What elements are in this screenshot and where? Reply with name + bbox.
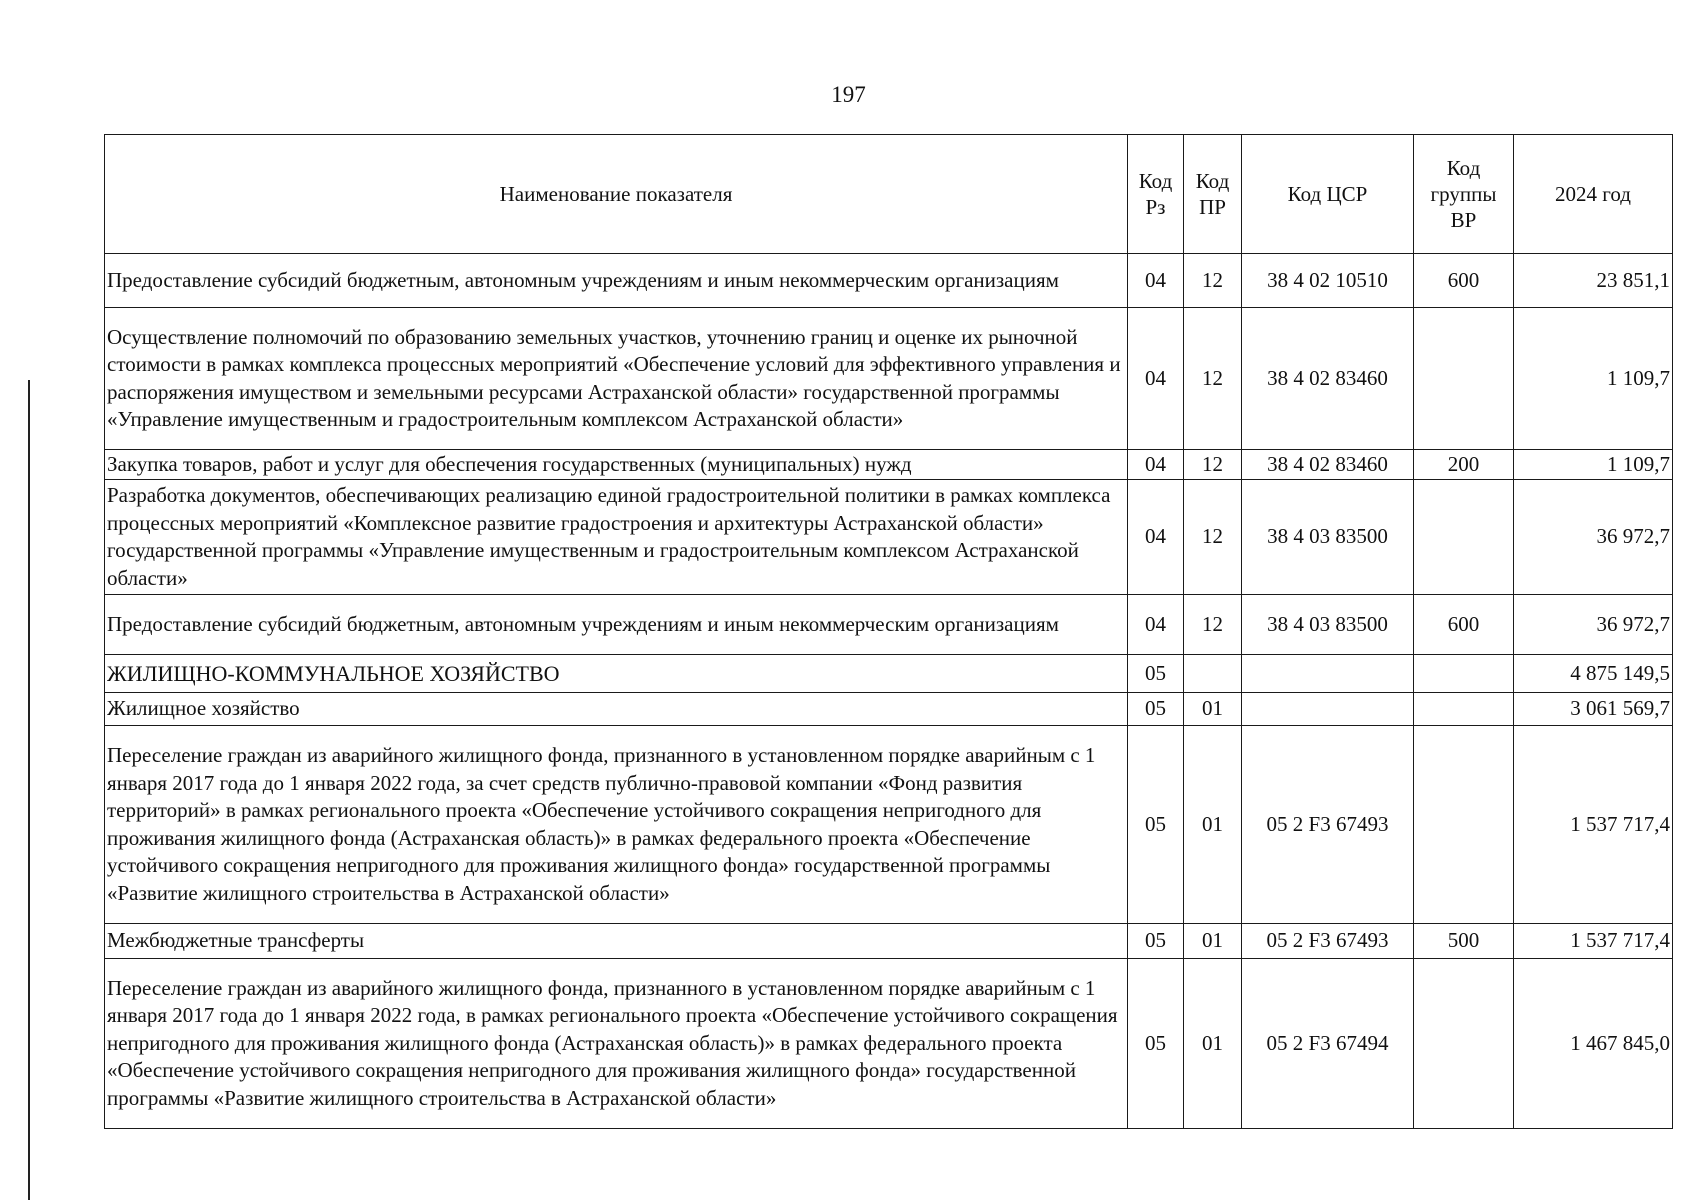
header-rz-line: Код bbox=[1138, 169, 1173, 193]
row-name: Разработка документов, обеспечивающих реализацию единой градостроительной политики в рамках комплекса процессных мероприятий «Комплексное развитие градостроения и архитектуры Астраханской области» государственной программы «Управление имущественным и градостроительным комплексом Астраханской области» bbox=[105, 480, 1128, 595]
header-vr-line: Код bbox=[1446, 156, 1481, 180]
header-pr bbox=[1184, 135, 1242, 254]
header-vr bbox=[1414, 135, 1514, 254]
row-name: Предоставление субсидий бюджетным, автономным учреждениям и иным некоммерческим организациям bbox=[105, 595, 1128, 655]
header-name: Наименование показателя bbox=[105, 135, 1128, 254]
row-csr: 05 2 F3 67493 bbox=[1242, 924, 1414, 959]
row-name: Предоставление субсидий бюджетным, автономным учреждениям и иным некоммерческим организациям bbox=[105, 254, 1128, 308]
row-pr bbox=[1184, 655, 1242, 693]
row-name: Жилищное хозяйство bbox=[105, 693, 1128, 726]
row-name: Межбюджетные трансферты bbox=[105, 924, 1128, 959]
row-vr: 200 bbox=[1414, 450, 1514, 480]
header-rz bbox=[1128, 135, 1184, 254]
row-pr: 01 bbox=[1184, 959, 1242, 1129]
row-amount: 36 972,7 bbox=[1514, 595, 1673, 655]
row-rz: 04 bbox=[1128, 595, 1184, 655]
row-amount: 3 061 569,7 bbox=[1514, 693, 1673, 726]
row-rz: 05 bbox=[1128, 693, 1184, 726]
row-amount: 4 875 149,5 bbox=[1514, 655, 1673, 693]
row-csr bbox=[1242, 655, 1414, 693]
table-row bbox=[105, 308, 1673, 450]
header-vr-line: группы bbox=[1430, 182, 1497, 206]
row-vr: 600 bbox=[1414, 595, 1514, 655]
header-vr-line: ВР bbox=[1450, 208, 1477, 232]
budget-table bbox=[104, 134, 1673, 1129]
table-row bbox=[105, 595, 1673, 655]
header-rz-line: Рз bbox=[1145, 195, 1166, 219]
row-amount: 1 109,7 bbox=[1514, 450, 1673, 480]
row-csr: 38 4 02 83460 bbox=[1242, 450, 1414, 480]
table-row bbox=[105, 655, 1673, 693]
row-amount: 1 109,7 bbox=[1514, 308, 1673, 450]
row-csr: 05 2 F3 67493 bbox=[1242, 726, 1414, 924]
row-vr bbox=[1414, 726, 1514, 924]
row-pr: 12 bbox=[1184, 254, 1242, 308]
row-amount: 36 972,7 bbox=[1514, 480, 1673, 595]
row-pr: 12 bbox=[1184, 480, 1242, 595]
header-csr: Код ЦСР bbox=[1242, 135, 1414, 254]
table-row bbox=[105, 924, 1673, 959]
header-year: 2024 год bbox=[1514, 135, 1673, 254]
row-vr bbox=[1414, 693, 1514, 726]
row-csr: 38 4 03 83500 bbox=[1242, 480, 1414, 595]
table-header-row bbox=[105, 135, 1673, 254]
row-vr bbox=[1414, 308, 1514, 450]
row-amount: 1 537 717,4 bbox=[1514, 924, 1673, 959]
row-rz: 04 bbox=[1128, 254, 1184, 308]
row-csr: 38 4 02 83460 bbox=[1242, 308, 1414, 450]
header-pr-line: ПР bbox=[1199, 195, 1226, 219]
row-name: Переселение граждан из аварийного жилищного фонда, признанного в установленном порядке аварийным с 1 января 2017 года до 1 января 2022 года, за счет средств публично-правовой компании «Фонд развития территорий» в рамках регионального проекта «Обеспечение устойчивого сокращения непригодного для проживания жилищного фонда (Астраханская область)» в рамках федерального проекта «Обеспечение устойчивого сокращения непригодного для проживания жилищного фонда» государственной программы «Развитие жилищного строительства в Астраханской области» bbox=[105, 726, 1128, 924]
row-rz: 04 bbox=[1128, 308, 1184, 450]
row-pr: 01 bbox=[1184, 726, 1242, 924]
row-pr: 12 bbox=[1184, 595, 1242, 655]
row-amount: 1 537 717,4 bbox=[1514, 726, 1673, 924]
row-vr: 500 bbox=[1414, 924, 1514, 959]
row-pr: 01 bbox=[1184, 924, 1242, 959]
table-row bbox=[105, 480, 1673, 595]
row-vr: 600 bbox=[1414, 254, 1514, 308]
page-number: 197 bbox=[831, 82, 866, 107]
row-vr bbox=[1414, 959, 1514, 1129]
row-csr: 38 4 03 83500 bbox=[1242, 595, 1414, 655]
row-pr: 01 bbox=[1184, 693, 1242, 726]
row-name: Осуществление полномочий по образованию земельных участков, уточнению границ и оценке их рыночной стоимости в рамках комплекса процессных мероприятий «Обеспечение условий для эффективного управления и распоряжения имуществом и земельными ресурсами Астраханской области» государственной программы «Управление имущественным и градостроительным комплексом Астраханской области» bbox=[105, 308, 1128, 450]
row-amount: 1 467 845,0 bbox=[1514, 959, 1673, 1129]
row-rz: 05 bbox=[1128, 959, 1184, 1129]
row-csr bbox=[1242, 693, 1414, 726]
table-row bbox=[105, 254, 1673, 308]
row-csr: 05 2 F3 67494 bbox=[1242, 959, 1414, 1129]
row-amount: 23 851,1 bbox=[1514, 254, 1673, 308]
row-name: ЖИЛИЩНО-КОММУНАЛЬНОЕ ХОЗЯЙСТВО bbox=[105, 655, 1128, 693]
row-vr bbox=[1414, 655, 1514, 693]
table-row bbox=[105, 693, 1673, 726]
table-row bbox=[105, 450, 1673, 480]
row-rz: 04 bbox=[1128, 450, 1184, 480]
row-rz: 05 bbox=[1128, 726, 1184, 924]
row-vr bbox=[1414, 480, 1514, 595]
page-margin-line bbox=[28, 380, 30, 1200]
row-rz: 04 bbox=[1128, 480, 1184, 595]
row-rz: 05 bbox=[1128, 655, 1184, 693]
row-pr: 12 bbox=[1184, 308, 1242, 450]
row-name: Закупка товаров, работ и услуг для обеспечения государственных (муниципальных) нужд bbox=[105, 450, 1128, 480]
row-rz: 05 bbox=[1128, 924, 1184, 959]
header-pr-line: Код bbox=[1195, 169, 1230, 193]
row-pr: 12 bbox=[1184, 450, 1242, 480]
table-row bbox=[105, 726, 1673, 924]
row-csr: 38 4 02 10510 bbox=[1242, 254, 1414, 308]
table-row bbox=[105, 959, 1673, 1129]
row-name: Переселение граждан из аварийного жилищного фонда, признанного в установленном порядке аварийным с 1 января 2017 года до 1 января 2022 года, в рамках регионального проекта «Обеспечение устойчивого сокращения непригодного для проживания жилищного фонда (Астраханская область)» в рамках федерального проекта «Обеспечение устойчивого сокращения непригодного для проживания жилищного фонда» государственной программы «Развитие жилищного строительства в Астраханской области» bbox=[105, 959, 1128, 1129]
